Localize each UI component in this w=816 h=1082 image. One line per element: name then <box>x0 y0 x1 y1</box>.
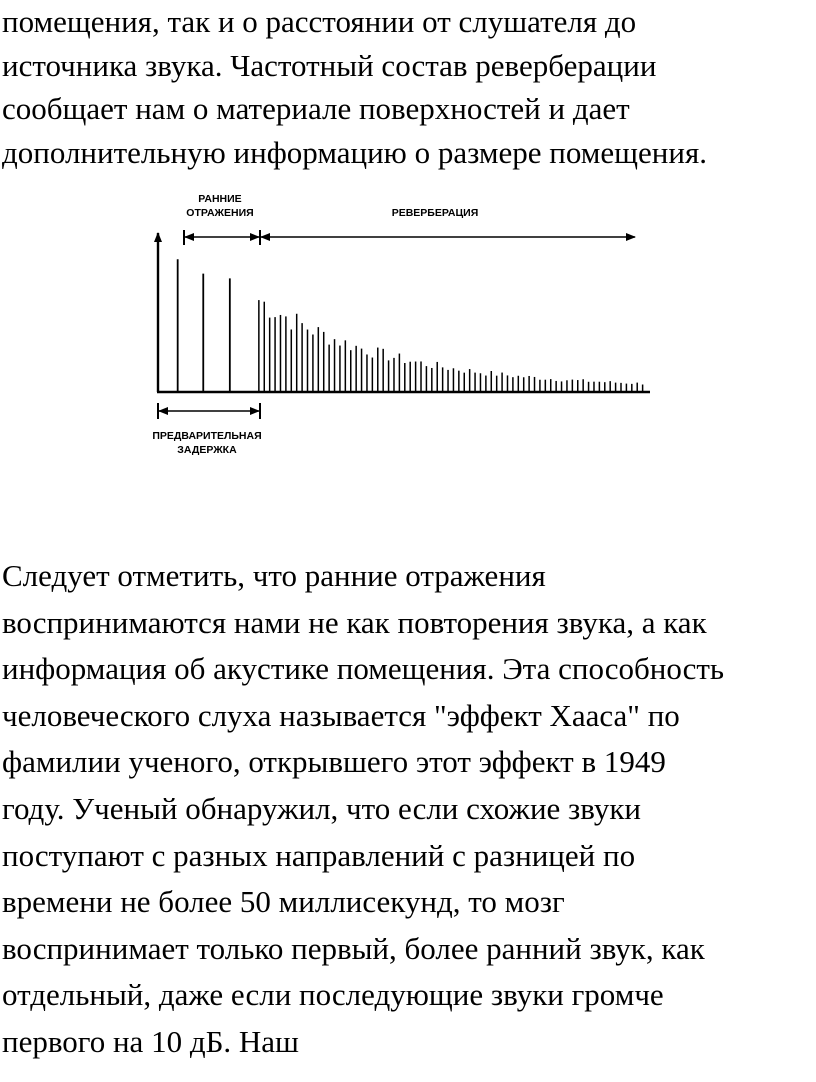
text-line: информация об акустике помещения. Эта способность <box>2 651 725 687</box>
reverberation-diagram <box>130 185 660 465</box>
label-early-reflections-1: РАННИЕ <box>198 193 242 205</box>
label-reverberation: РЕВЕРБЕРАЦИЯ <box>391 207 479 219</box>
paragraph-bottom <box>2 553 814 1066</box>
text-line: помещения, так и о расстоянии от слушателя до <box>2 4 637 39</box>
text-line: Следует отметить, что ранние отражения <box>2 558 546 593</box>
text-line: человеческого слуха называется "эффект Хааса" по <box>2 697 680 733</box>
text-line: фамилии ученого, открывшего этот эффект в 1949 <box>2 744 666 780</box>
label-predelay-1: ПРЕДВАРИТЕЛЬНАЯ <box>152 430 262 442</box>
text-line: воспринимает только первый, более ранний звук, как <box>2 930 705 966</box>
text-line: дополнительную информацию о размере помещения. <box>2 134 707 170</box>
text-line: отдельный, даже если последующие звуки громче <box>2 977 664 1013</box>
text-line: году. Ученый обнаружил, что если схожие звуки <box>2 790 642 826</box>
text-line: сообщает нам о материале поверхностей и дает <box>2 91 630 126</box>
paragraph-top <box>2 0 814 174</box>
impulse-lines <box>178 259 643 392</box>
text-line: источника звука. Частотный состав реверберации <box>2 47 657 83</box>
text-line: поступают с разных направлений с разницей по <box>2 837 636 873</box>
text-line: воспринимаются нами не как повторения звука, а как <box>2 604 707 640</box>
label-predelay-2: ЗАДЕРЖКА <box>177 444 237 456</box>
text-line: времени не более 50 миллисекунд, то мозг <box>2 884 565 920</box>
label-early-reflections-2: ОТРАЖЕНИЯ <box>186 207 254 219</box>
text-line: первого на 10 дБ. Наш <box>2 1023 299 1059</box>
